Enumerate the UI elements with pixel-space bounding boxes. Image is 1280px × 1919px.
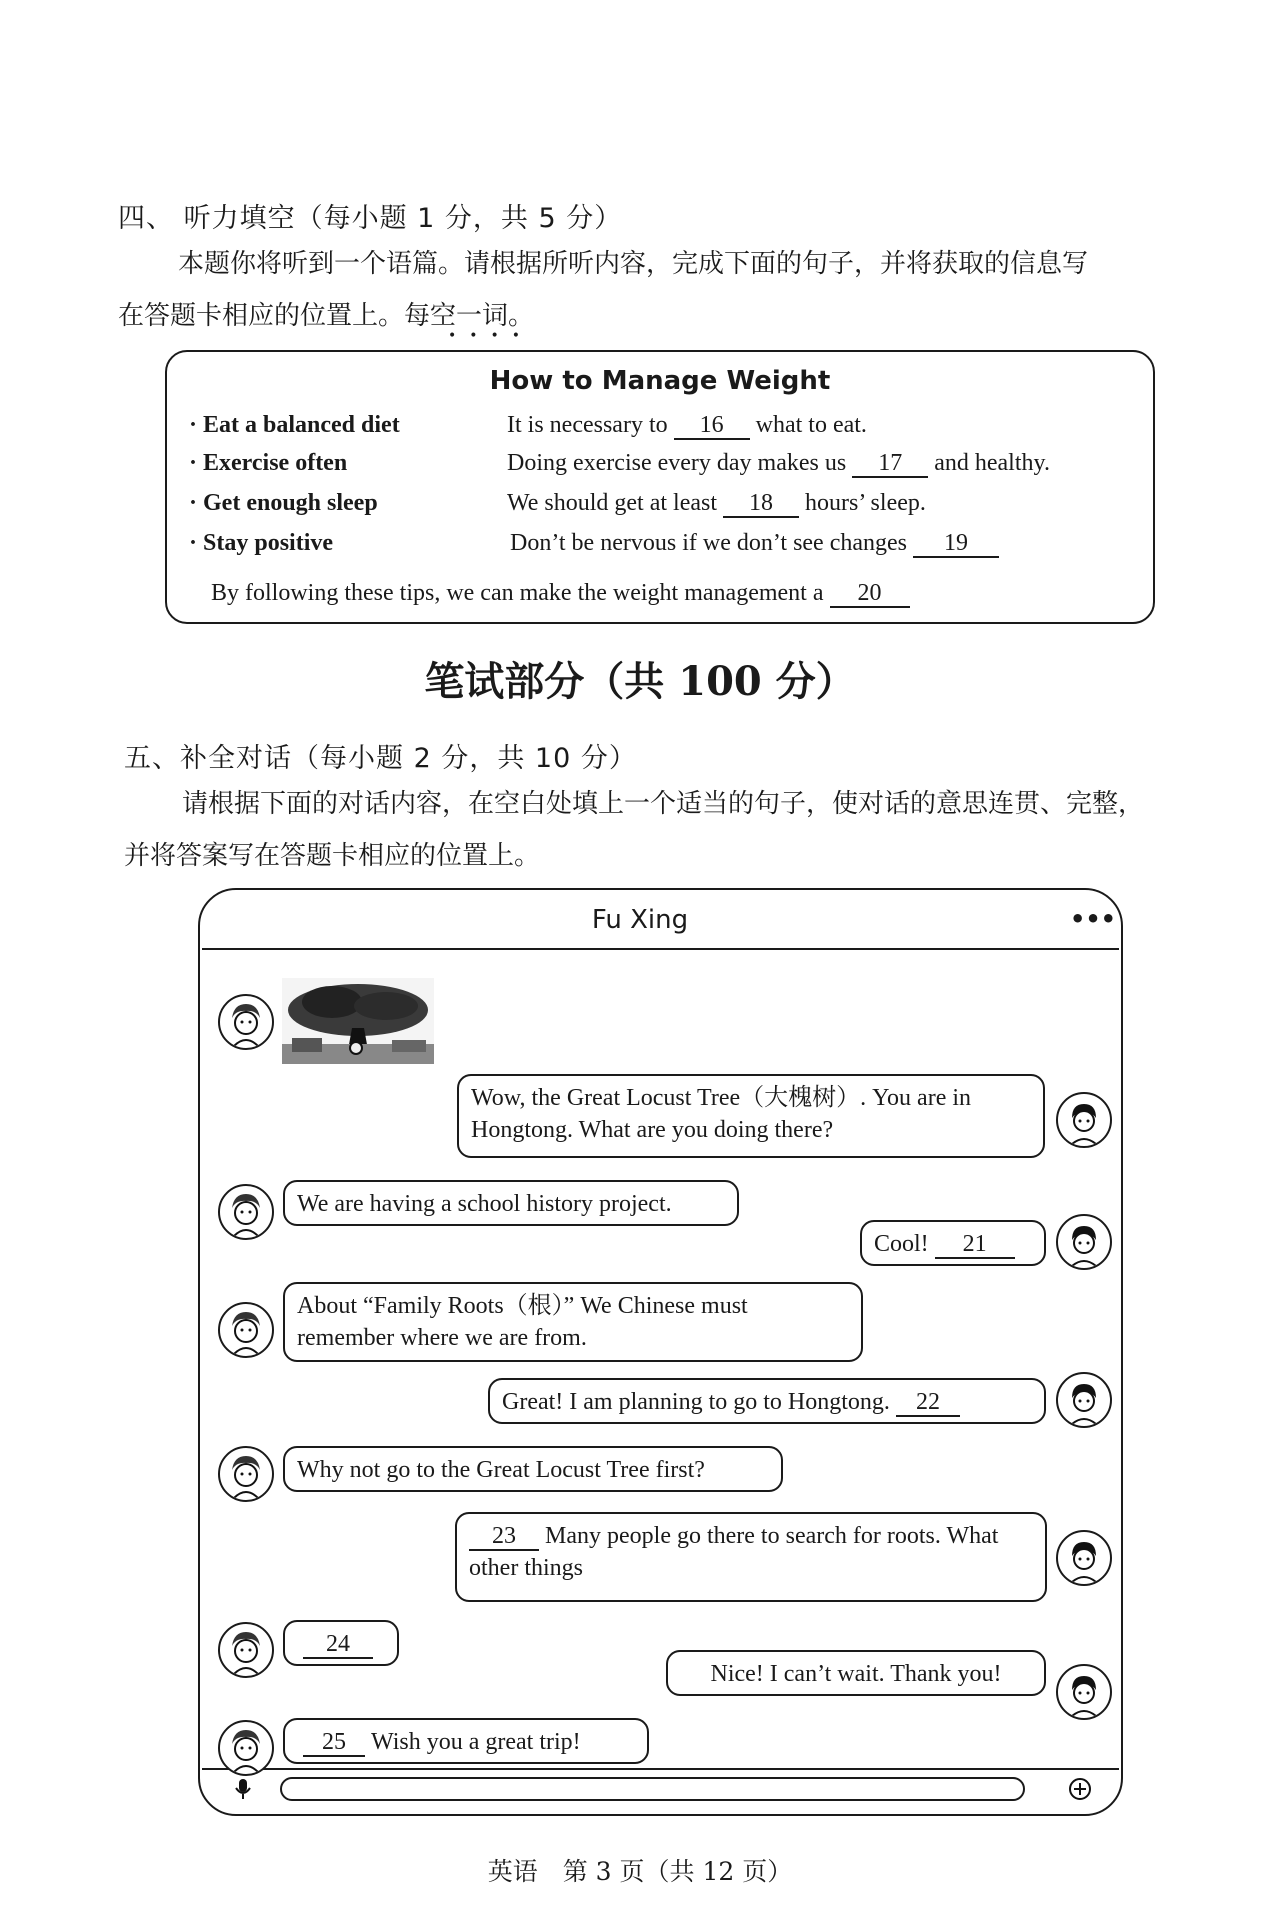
friend-avatar: [218, 1622, 274, 1678]
tip-label-exercise: · Exercise often: [189, 450, 348, 476]
mic-icon[interactable]: [234, 1778, 252, 1804]
friend-avatar: [218, 1446, 274, 1502]
written-part-title: 笔试部分（共 100 分）: [424, 658, 856, 705]
section4-heading: 四、 听力填空（每小题 1 分，共 5 分）: [118, 203, 623, 234]
message-input[interactable]: [280, 1777, 1025, 1801]
conclusion-text: By following these tips, we can make the weight management a 20: [211, 580, 916, 608]
self-avatar: [1056, 1664, 1112, 1720]
blank-23: 23: [469, 1523, 539, 1551]
self-avatar: [1056, 1092, 1112, 1148]
contact-name: Fu Xing: [591, 905, 689, 935]
page-footer: 英语 第 3 页（共 12 页）: [487, 1857, 793, 1886]
locust-tree-photo: [282, 978, 434, 1064]
box-title: How to Manage Weight: [489, 366, 831, 396]
friend-avatar: [218, 1302, 274, 1358]
message-bubble-6: Why not go to the Great Locust Tree first?: [283, 1446, 783, 1492]
chat-footer-divider: [202, 1768, 1119, 1770]
message-bubble-4: About “Family Roots（根）” We Chinese must remember where we are from.: [283, 1282, 863, 1362]
tip-label-diet: · Eat a balanced diet: [189, 412, 400, 438]
friend-avatar: [218, 1720, 274, 1776]
plus-icon[interactable]: [1068, 1777, 1092, 1805]
section5-heading: 五、补全对话（每小题 2 分，共 10 分）: [124, 743, 637, 774]
tip-text-sleep: We should get at least 18 hours’ sleep.: [507, 490, 926, 516]
message-bubble-9: Nice! I can’t wait. Thank you!: [666, 1650, 1046, 1696]
blank-25: 25: [303, 1729, 365, 1757]
more-options-icon[interactable]: •••: [1070, 905, 1117, 933]
tip-text-exercise: Doing exercise every day makes us 17 and healthy.: [507, 450, 1050, 476]
blank-21: 21: [935, 1231, 1015, 1259]
blank-17: 17: [852, 450, 928, 478]
weight-tips-box: [165, 350, 1155, 624]
emphasis-dots: ••••: [448, 328, 534, 344]
message-bubble-1: Wow, the Great Locust Tree（大槐树）. You are in Hongtong. What are you doing there?: [457, 1074, 1045, 1158]
blank-20: 20: [830, 580, 910, 608]
tip-text-diet: It is necessary to 16 what to eat.: [507, 412, 867, 438]
blank-22: 22: [896, 1389, 960, 1417]
section5-instruction-line2: 并将答案写在答题卡相应的位置上。: [124, 841, 541, 871]
message-bubble-8: [283, 1620, 399, 1666]
tip-label-positive: · Stay positive: [189, 530, 334, 556]
message-bubble-10: 25 Wish you a great trip!: [283, 1718, 649, 1764]
friend-avatar: [218, 1184, 274, 1240]
tip-label-sleep: · Get enough sleep: [189, 490, 378, 516]
section4-instruction-line1: 本题你将听到一个语篇。请根据所听内容，完成下面的句子，并将获取的信息写: [178, 249, 1089, 279]
self-avatar: [1056, 1530, 1112, 1586]
message-bubble-7: 23 Many people go there to search for roots. What other things: [455, 1512, 1047, 1602]
self-avatar: [1056, 1372, 1112, 1428]
section4-instruction-line2: 在答题卡相应的位置上。每空一词。: [118, 301, 535, 331]
blank-16: 16: [674, 412, 750, 440]
message-bubble-3: Cool! 21: [860, 1220, 1046, 1266]
tip-text-positive: Don’t be nervous if we don’t see changes 19: [510, 530, 1005, 558]
chat-header-divider: [202, 948, 1119, 950]
self-avatar: [1056, 1214, 1112, 1270]
message-bubble-2: We are having a school history project.: [283, 1180, 739, 1226]
blank-18: 18: [723, 490, 799, 518]
section5-instruction-line1: 请根据下面的对话内容，在空白处填上一个适当的句子，使对话的意思连贯、完整，: [182, 789, 1145, 819]
message-bubble-5: Great! I am planning to go to Hongtong. 22: [488, 1378, 1046, 1424]
blank-19: 19: [913, 530, 999, 558]
blank-24: 24: [303, 1631, 373, 1659]
friend-avatar: [218, 994, 274, 1050]
